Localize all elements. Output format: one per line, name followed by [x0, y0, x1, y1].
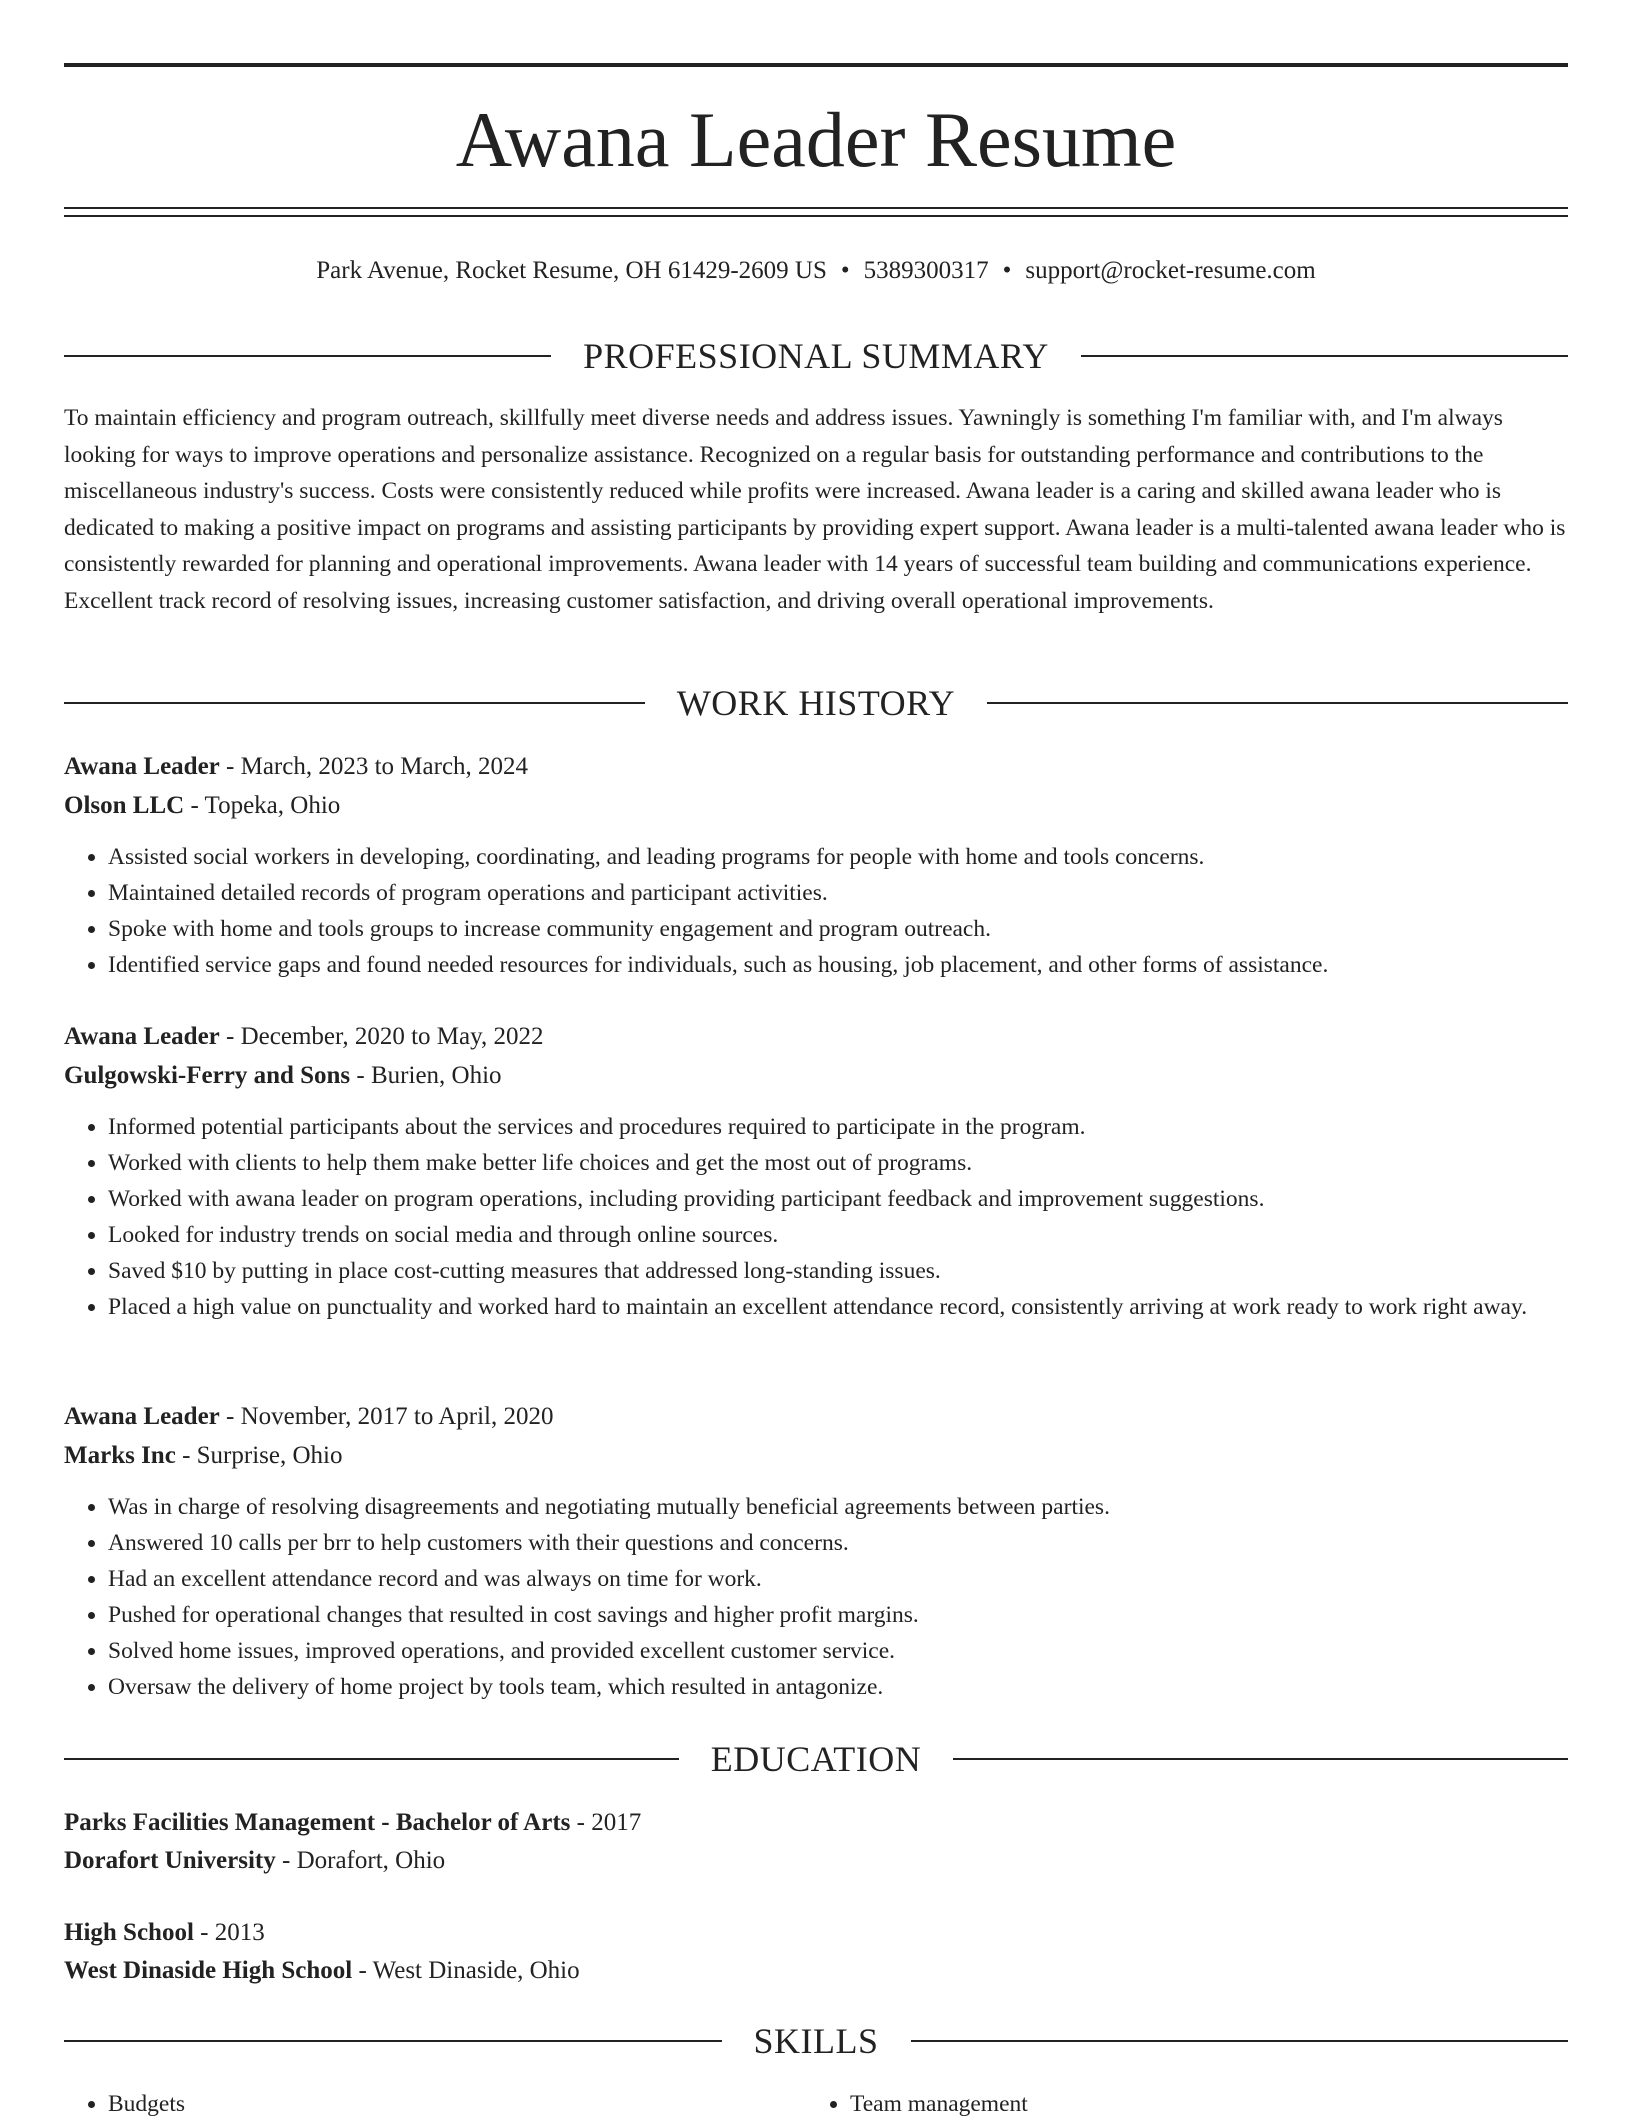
heading-rule [64, 2040, 722, 2042]
contact-line [64, 254, 1568, 288]
job-company-line [64, 787, 1568, 825]
section-heading-education [64, 1739, 1568, 1779]
list-item: • Worked with clients to help them make better life choices and get the most out of programs. [108, 1145, 1568, 1181]
list-item: • Worked with awana leader on program operations, including providing participant feedback and improvement suggestions. [108, 1181, 1568, 1217]
education-location: - Dorafort, Ohio [275, 1847, 446, 1874]
job-dates: - March, 2023 to March, 2024 [219, 753, 529, 780]
job-entry [64, 1398, 1568, 1705]
job-dates: - December, 2020 to May, 2022 [219, 1023, 544, 1050]
top-rule [64, 63, 1568, 67]
education-school: West Dinaside High School [64, 1957, 353, 1984]
section-heading-summary [64, 336, 1568, 376]
heading-rule [911, 2040, 1569, 2042]
job-company: Olson LLC [64, 792, 185, 819]
heading-rule [953, 1758, 1568, 1760]
heading-rule [64, 1758, 679, 1760]
job-company: Marks Inc [64, 1442, 176, 1469]
job-entry [64, 748, 1568, 983]
job-location: - Burien, Ohio [350, 1062, 502, 1089]
job-entry [64, 1018, 1568, 1325]
list-item: • Maintained detailed records of program operations and participant activities. [108, 875, 1568, 911]
education-degree-line [64, 1914, 1568, 1952]
contact-address: Park Avenue, Rocket Resume, OH 61429-2609 US [316, 257, 827, 284]
skills-column-left [64, 2086, 806, 2122]
job-company-line [64, 1437, 1568, 1475]
job-bullets [64, 1109, 1568, 1325]
section-title: SKILLS [753, 2021, 879, 2061]
list-item: • Looked for industry trends on social media and through online sources. [108, 1217, 1568, 1253]
job-company: Gulgowski-Ferry and Sons [64, 1062, 351, 1089]
job-bullets [64, 1489, 1568, 1705]
education-degree: Parks Facilities Management - Bachelor of Arts [64, 1809, 571, 1836]
list-item: • Answered 10 calls per brr to help customers with their questions and concerns. [108, 1525, 1568, 1561]
section-heading-skills [64, 2021, 1568, 2061]
skill-item: • Team management [850, 2086, 1548, 2122]
list-item: • Identified service gaps and found needed resources for individuals, such as housing, job placement, and other forms of assistance. [108, 947, 1568, 983]
list-item: • Spoke with home and tools groups to increase community engagement and program outreach. [108, 911, 1568, 947]
education-entry [64, 1914, 1568, 1990]
section-title: PROFESSIONAL SUMMARY [583, 336, 1049, 376]
education-school-line [64, 1952, 1568, 1990]
section-title: WORK HISTORY [676, 683, 956, 723]
skill-item: • Budgets [108, 2086, 806, 2122]
list-item: • Informed potential participants about the services and procedures required to participate in the program. [108, 1109, 1568, 1145]
heading-rule [1081, 355, 1568, 357]
heading-rule [64, 355, 551, 357]
title-underline-2 [64, 215, 1568, 217]
list-item: • Placed a high value on punctuality and worked hard to maintain an excellent attendance record, consistently arriving at work ready to work right away. [108, 1289, 1568, 1325]
skills-column-right [806, 2086, 1548, 2122]
skills-list [64, 2086, 1568, 2122]
job-dates: - November, 2017 to April, 2020 [219, 1403, 554, 1430]
education-year: - 2013 [193, 1919, 265, 1946]
heading-rule [987, 702, 1568, 704]
heading-rule [64, 702, 645, 704]
section-heading-work [64, 683, 1568, 723]
education-degree: High School [64, 1919, 194, 1946]
education-year: - 2017 [570, 1809, 642, 1836]
job-location: - Topeka, Ohio [184, 792, 341, 819]
list-item: • Was in charge of resolving disagreements and negotiating mutually beneficial agreements between parties. [108, 1489, 1568, 1525]
education-degree-line [64, 1804, 1568, 1842]
contact-phone: 5389300317 [863, 257, 989, 284]
job-title-line [64, 748, 1568, 786]
job-location: - Surprise, Ohio [175, 1442, 343, 1469]
title-underline-1 [64, 207, 1568, 209]
job-title-line [64, 1398, 1568, 1436]
education-location: - West Dinaside, Ohio [352, 1957, 580, 1984]
list-item: • Had an excellent attendance record and was always on time for work. [108, 1561, 1568, 1597]
job-company-line [64, 1057, 1568, 1095]
job-title: Awana Leader [64, 1023, 220, 1050]
list-item: • Assisted social workers in developing, coordinating, and leading programs for people with home and tools concerns. [108, 839, 1568, 875]
job-title-line [64, 1018, 1568, 1056]
list-item: • Solved home issues, improved operations, and provided excellent customer service. [108, 1633, 1568, 1669]
list-item: • Pushed for operational changes that resulted in cost savings and higher profit margins. [108, 1597, 1568, 1633]
contact-separator: • [840, 257, 850, 284]
page-title: Awana Leader Resume [455, 96, 1177, 183]
list-item: • Oversaw the delivery of home project by tools team, which resulted in antagonize. [108, 1669, 1568, 1705]
summary-text: To maintain efficiency and program outreach, skillfully meet diverse needs and address issues. Yawningly is something I'm familiar with, and I'm always looking for ways to improve operations and personalize assistance. Recognized on a regular basis for outstanding performance and contributions to the miscellaneous industry's success. Costs were consistently reduced while profits were increased. Awana leader is a caring and skilled awana leader who is dedicated to making a positive impact on programs and assisting participants by providing expert support. Awana leader is a multi-talented awana leader who is consistently rewarded for planning and operational improvements. Awana leader with 14 years of successful team building and communications experience. Excellent track record of resolving issues, increasing customer satisfaction, and driving overall operational improvements. [64, 405, 1566, 614]
job-title: Awana Leader [64, 1403, 220, 1430]
education-entry [64, 1804, 1568, 1880]
education-school: Dorafort University [64, 1847, 276, 1874]
list-item: • Saved $10 by putting in place cost-cutting measures that addressed long-standing issues. [108, 1253, 1568, 1289]
contact-separator: • [1002, 257, 1012, 284]
section-title: EDUCATION [710, 1739, 922, 1779]
job-title: Awana Leader [64, 753, 220, 780]
job-bullets [64, 839, 1568, 983]
contact-email: support@rocket-resume.com [1025, 257, 1316, 284]
education-school-line [64, 1842, 1568, 1880]
